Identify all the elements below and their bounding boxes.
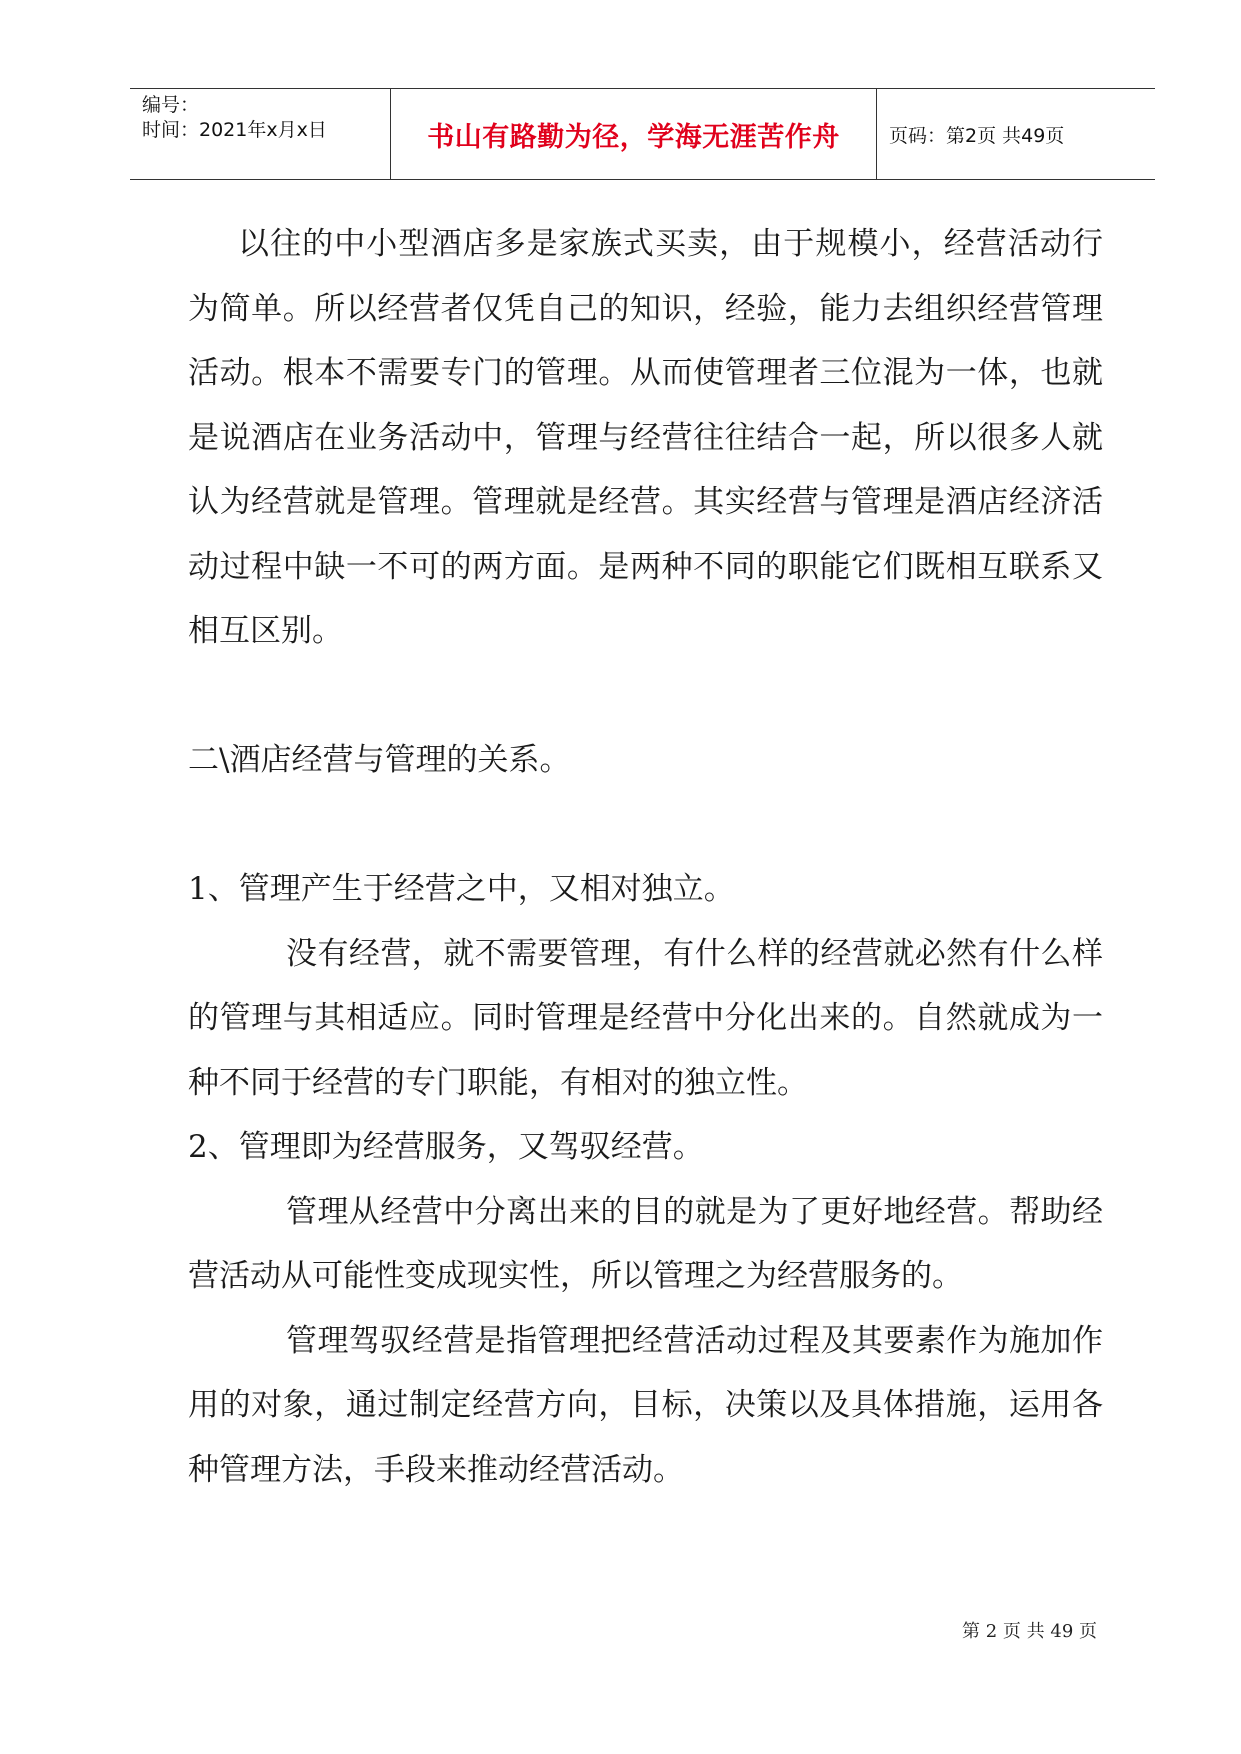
- item-1-paragraph: 没有经营，就不需要管理，有什么样的经营就必然有什么样的管理与其相适应。同时管理是经营中分化出来的。自然就成为一种不同于经营的专门职能，有相对的独立性。: [188, 935, 1103, 1101]
- item-2-title: 2、管理即为经营服务，又驾驭经营。: [188, 1129, 704, 1165]
- page-header: [130, 88, 1155, 180]
- section-heading: 二\酒店经营与管理的关系。: [188, 742, 571, 778]
- document-body: [188, 212, 1103, 1502]
- page-footer: 第 2 页 共 49 页: [962, 1621, 1097, 1642]
- item-2-paragraph-2: 管理驾驭经营是指管理把经营活动过程及其要素作为施加作用的对象，通过制定经营方向，目标，决策以及具体措施，运用各种管理方法，手段来推动经营活动。: [188, 1322, 1103, 1488]
- paragraph-spacer: [188, 793, 1103, 858]
- header-meta: [130, 89, 391, 179]
- item-2-paragraph-1: 管理从经营中分离出来的目的就是为了更好地经营。帮助经营活动从可能性变成现实性，所以管理之为经营服务的。: [188, 1193, 1103, 1294]
- body-paragraph-intro: 以往的中小型酒店多是家族式买卖，由于规模小，经营活动行为简单。所以经营者仅凭自己的知识，经验，能力去组织经营管理活动。根本不需要专门的管理。从而使管理者三位混为一体，也就是说酒店在业务活动中，管理与经营往往结合一起，所以很多人就认为经营就是管理。管理就是经营。其实经营与管理是酒店经济活动过程中缺一不可的两方面。是两种不同的职能它们既相互联系又相互区别。: [188, 226, 1103, 649]
- paragraph-spacer: [188, 664, 1103, 729]
- document-number-label: 编号：: [142, 94, 200, 116]
- header-motto: 书山有路勤为径，学海无涯苦作舟: [391, 89, 877, 179]
- document-time-label: 时间：2021年x月x日: [142, 119, 327, 141]
- item-1-title: 1、管理产生于经营之中，又相对独立。: [188, 871, 735, 907]
- header-page-indicator: 页码：第2页 共49页: [889, 124, 1065, 147]
